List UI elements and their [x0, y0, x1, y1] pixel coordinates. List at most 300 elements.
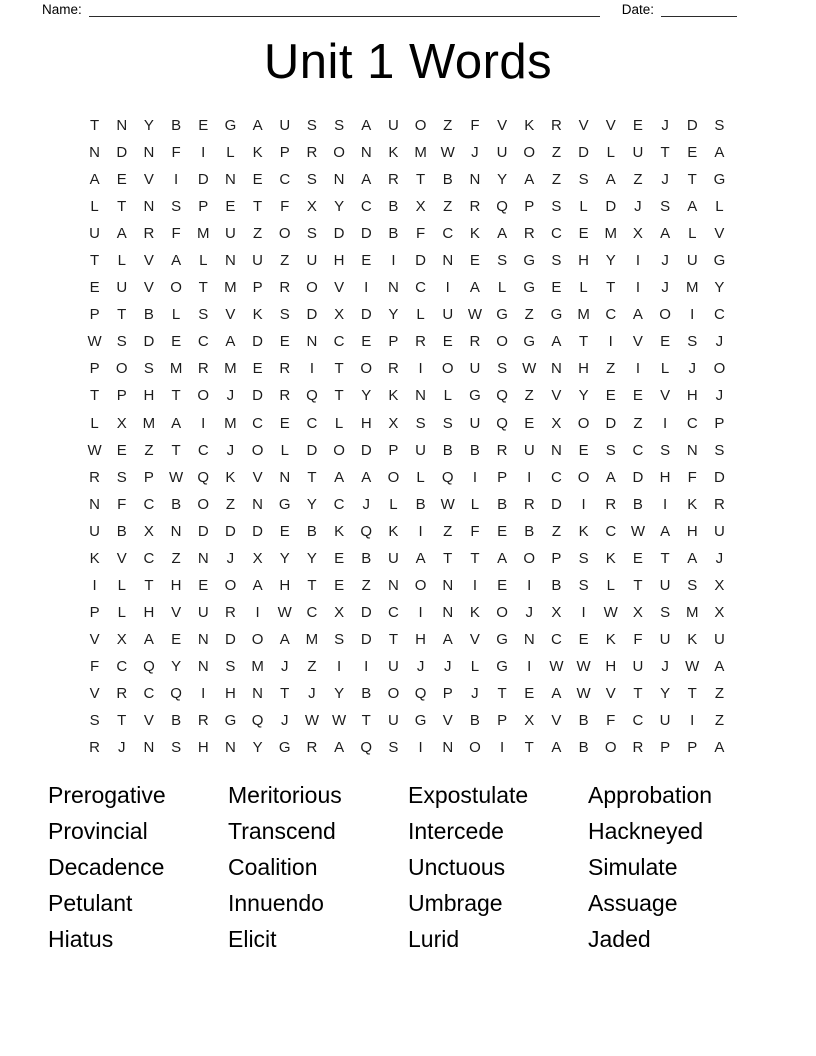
grid-letter: V	[442, 712, 453, 730]
grid-letter: D	[224, 522, 236, 540]
grid-letter: X	[714, 603, 725, 621]
grid-letter: J	[661, 279, 669, 297]
grid-letter: O	[414, 576, 427, 594]
grid-letter: W	[603, 603, 618, 621]
grid-letter: V	[225, 306, 236, 324]
grid-letter: T	[307, 576, 317, 594]
grid-letter: A	[497, 225, 508, 243]
grid-letter: I	[608, 333, 613, 351]
grid-letter: G	[224, 712, 237, 730]
grid-letter: O	[523, 549, 536, 567]
grid-letter: E	[578, 441, 589, 459]
grid-letter: E	[469, 252, 480, 270]
grid-letter: D	[360, 603, 372, 621]
grid-letter: E	[361, 252, 372, 270]
grid-letter: M	[577, 306, 590, 324]
grid-letter: S	[578, 576, 589, 594]
grid-letter: C	[333, 333, 345, 351]
grid-letter: M	[685, 279, 699, 297]
word-item: Hiatus	[48, 925, 114, 952]
grid-letter: O	[713, 360, 726, 378]
grid-letter: X	[388, 414, 399, 432]
grid-letter: Q	[170, 685, 182, 702]
grid-letter: W	[277, 603, 292, 621]
grid-letter: Y	[578, 387, 589, 405]
grid-letter: E	[225, 198, 236, 216]
grid-letter: U	[469, 360, 481, 378]
word-item: Hackneyed	[588, 818, 704, 845]
word-item: Provincial	[48, 818, 148, 845]
grid-letter: S	[171, 198, 182, 216]
grid-letter: W	[576, 685, 591, 702]
grid-letter: A	[551, 685, 562, 702]
grid-letter: S	[660, 198, 671, 216]
grid-letter: I	[201, 144, 206, 162]
grid-letter: E	[632, 117, 643, 135]
grid-letter: E	[632, 387, 643, 405]
grid-letter: C	[252, 414, 263, 432]
grid-letter: O	[306, 279, 318, 297]
grid-letter: T	[443, 549, 453, 567]
grid-letter: L	[117, 576, 126, 594]
grid-letter: E	[687, 144, 698, 162]
grid-letter: N	[387, 279, 399, 297]
grid-letter: C	[550, 225, 562, 243]
grid-letter: E	[578, 630, 589, 648]
grid-letter: Z	[361, 576, 371, 594]
grid-letter: H	[686, 387, 698, 405]
grid-letter: J	[443, 657, 452, 675]
grid-letter: U	[116, 279, 128, 297]
grid-letter: Z	[551, 144, 561, 162]
grid-letter: A	[497, 549, 508, 567]
grid-letter: C	[550, 630, 562, 648]
grid-letter: J	[280, 712, 289, 730]
grid-letter: C	[442, 225, 454, 243]
grid-letter: A	[660, 225, 671, 243]
grid-letter: V	[578, 117, 589, 135]
grid-letter: S	[116, 468, 127, 486]
grid-letter: R	[523, 225, 535, 243]
word-item: Elicit	[228, 925, 277, 952]
grid-letter: G	[550, 306, 563, 324]
grid-letter: H	[605, 657, 617, 675]
grid-letter: T	[633, 685, 643, 702]
grid-letter: H	[360, 414, 372, 432]
grid-letter: T	[144, 576, 154, 594]
grid-letter: G	[523, 333, 536, 351]
grid-letter: F	[687, 468, 697, 486]
grid-letter: S	[306, 117, 317, 135]
grid-letter: U	[713, 630, 725, 648]
grid-letter: Y	[334, 198, 345, 216]
grid-letter: U	[686, 252, 698, 270]
grid-letter: D	[360, 441, 372, 459]
grid-letter: O	[251, 441, 264, 459]
grid-letter: E	[660, 333, 671, 351]
grid-letter: V	[551, 712, 562, 730]
grid-letter: J	[661, 171, 669, 189]
grid-letter: P	[198, 198, 209, 216]
grid-letter: M	[224, 360, 237, 378]
grid-letter: T	[606, 279, 616, 297]
grid-letter: N	[387, 576, 399, 594]
grid-letter: B	[306, 522, 317, 540]
grid-letter: L	[117, 603, 126, 621]
grid-letter: D	[686, 117, 698, 135]
word-list-column	[408, 778, 588, 957]
grid-letter: S	[198, 306, 209, 324]
word-item: Intercede	[408, 818, 504, 845]
grid-letter: A	[714, 739, 725, 757]
grid-letter: G	[496, 306, 508, 324]
grid-letter: E	[198, 117, 209, 135]
grid-letter: E	[279, 333, 290, 351]
grid-letter: S	[334, 630, 345, 648]
grid-letter: T	[524, 739, 534, 757]
grid-letter: T	[280, 685, 290, 702]
grid-letter: I	[635, 360, 640, 378]
grid-letter: N	[116, 117, 128, 135]
grid-letter: S	[415, 414, 426, 432]
grid-letter: F	[171, 144, 181, 162]
grid-letter: B	[171, 117, 182, 135]
grid-letter: G	[278, 739, 291, 757]
grid-letter: W	[331, 712, 347, 730]
grid-letter: Q	[441, 468, 454, 486]
grid-letter: I	[662, 495, 668, 513]
grid-letter: X	[551, 603, 562, 621]
grid-letter: W	[87, 441, 102, 459]
grid-letter: M	[604, 225, 617, 243]
grid-letter: L	[579, 279, 588, 297]
grid-letter: Q	[496, 414, 508, 432]
grid-letter: P	[89, 360, 100, 378]
grid-letter: A	[361, 117, 372, 135]
grid-letter: A	[714, 144, 725, 162]
grid-letter: J	[715, 387, 724, 405]
word-item: Innuendo	[228, 889, 324, 916]
grid-letter: N	[143, 739, 155, 757]
grid-letter: L	[416, 306, 425, 324]
grid-letter: I	[690, 712, 695, 730]
grid-letter: W	[630, 522, 645, 540]
grid-letter: J	[471, 144, 479, 162]
grid-letter: S	[497, 360, 508, 378]
word-item: Unctuous	[408, 853, 506, 880]
grid-letter: X	[116, 630, 127, 648]
grid-letter: I	[472, 468, 477, 486]
grid-letter: E	[171, 333, 182, 351]
grid-letter: I	[690, 306, 695, 324]
grid-letter: B	[469, 441, 480, 459]
grid-letter: A	[171, 414, 182, 432]
grid-letter: Q	[197, 468, 210, 486]
grid-letter: R	[387, 360, 399, 378]
grid-letter: E	[198, 576, 209, 594]
grid-letter: I	[581, 495, 586, 513]
grid-letter: N	[550, 441, 562, 459]
grid-letter: X	[252, 549, 263, 567]
grid-letter: W	[522, 360, 537, 378]
grid-letter: M	[224, 414, 237, 432]
grid-letter: L	[389, 495, 398, 513]
grid-letter: W	[168, 468, 184, 486]
grid-letter: G	[713, 171, 726, 189]
grid-letter: D	[713, 468, 725, 486]
grid-letter: A	[116, 225, 127, 243]
grid-letter: X	[143, 522, 154, 540]
grid-letter: H	[143, 387, 155, 405]
grid-letter: H	[224, 685, 236, 702]
grid-letter: S	[497, 252, 508, 270]
grid-letter: Z	[633, 414, 643, 432]
grid-letter: N	[252, 495, 263, 513]
grid-letter: A	[252, 117, 263, 135]
grid-letter: D	[632, 468, 644, 486]
grid-letter: U	[387, 117, 399, 135]
grid-letter: Z	[633, 171, 643, 189]
grid-letter: I	[581, 603, 586, 621]
grid-letter: C	[605, 306, 617, 324]
grid-letter: V	[334, 279, 345, 297]
grid-letter: P	[89, 306, 100, 324]
grid-letter: S	[660, 603, 671, 621]
grid-letter: K	[605, 549, 616, 567]
grid-letter: B	[415, 495, 426, 513]
grid-letter: T	[334, 387, 344, 405]
grid-letter: T	[252, 198, 263, 216]
grid-letter: U	[659, 712, 671, 730]
grid-letter: S	[660, 441, 671, 459]
grid-letter: O	[333, 441, 345, 459]
grid-letter: B	[497, 495, 508, 513]
grid-letter: U	[523, 441, 535, 459]
grid-letter: N	[224, 739, 236, 757]
grid-letter: U	[659, 576, 671, 594]
grid-letter: W	[440, 144, 455, 162]
page-title: Unit 1 Words	[263, 35, 553, 89]
grid-letter: N	[197, 630, 209, 648]
grid-letter: T	[89, 117, 100, 135]
grid-letter: F	[171, 225, 181, 243]
grid-letter: R	[387, 171, 399, 189]
grid-letter: W	[467, 306, 482, 324]
grid-letter: J	[117, 739, 126, 757]
grid-letter: L	[90, 198, 99, 216]
grid-letter: R	[279, 360, 291, 378]
grid-letter: N	[415, 387, 426, 405]
grid-letter: J	[362, 495, 370, 513]
grid-letter: P	[687, 739, 698, 757]
grid-letter: O	[170, 279, 182, 297]
grid-letter: G	[224, 117, 237, 135]
grid-letter: U	[469, 414, 481, 432]
grid-letter: N	[442, 603, 454, 621]
word-item: Petulant	[48, 889, 133, 916]
grid-letter: J	[471, 685, 479, 702]
grid-letter: D	[143, 333, 155, 351]
grid-letter: P	[660, 739, 671, 757]
grid-letter: E	[279, 414, 290, 432]
grid-letter: I	[391, 252, 396, 270]
grid-letter: H	[279, 576, 291, 594]
grid-letter: I	[418, 522, 423, 540]
grid-letter: G	[523, 279, 536, 297]
grid-letter: N	[224, 171, 236, 189]
grid-letter: E	[116, 171, 127, 189]
grid-letter: V	[171, 603, 182, 621]
grid-letter: Y	[306, 549, 317, 567]
grid-letter: I	[255, 603, 260, 621]
grid-letter: B	[578, 712, 589, 730]
grid-letter: F	[89, 657, 100, 675]
grid-letter: V	[252, 468, 263, 486]
grid-letter: L	[660, 360, 670, 378]
grid-letter: S	[143, 360, 154, 378]
grid-letter: I	[173, 171, 179, 189]
grid-letter: X	[334, 306, 345, 324]
grid-letter: N	[306, 333, 318, 351]
grid-letter: K	[605, 630, 616, 648]
grid-letter: W	[440, 495, 455, 513]
grid-letter: T	[307, 468, 317, 486]
grid-letter: K	[388, 387, 399, 405]
grid-letter: M	[196, 225, 210, 243]
grid-letter: N	[442, 252, 454, 270]
grid-letter: C	[143, 685, 155, 702]
grid-letter: T	[415, 171, 426, 189]
grid-letter: Y	[497, 171, 508, 189]
grid-letter: B	[578, 739, 589, 757]
grid-letter: S	[714, 441, 725, 459]
grid-letter: N	[360, 144, 372, 162]
grid-letter: P	[143, 468, 154, 486]
grid-letter: O	[414, 117, 427, 135]
grid-letter: E	[497, 522, 508, 540]
grid-letter: U	[632, 657, 644, 675]
grid-letter: E	[116, 441, 127, 459]
grid-letter: M	[169, 360, 183, 378]
word-item: Assuage	[588, 889, 678, 916]
grid-letter: G	[713, 252, 726, 270]
grid-letter: E	[605, 387, 616, 405]
grid-letter: T	[117, 306, 127, 324]
grid-letter: D	[605, 414, 617, 432]
grid-letter: J	[308, 685, 316, 702]
grid-letter: G	[469, 387, 481, 405]
grid-letter: T	[687, 171, 697, 189]
grid-letter: X	[116, 414, 127, 432]
grid-letter: E	[171, 630, 182, 648]
grid-letter: C	[550, 468, 562, 486]
grid-letter: U	[496, 144, 508, 162]
grid-letter: I	[662, 414, 668, 432]
grid-letter: J	[280, 657, 289, 675]
grid-letter: V	[89, 630, 100, 648]
grid-letter: Q	[360, 739, 373, 757]
grid-letter: D	[605, 198, 617, 216]
grid-letter: F	[470, 522, 480, 540]
word-item: Prerogative	[48, 782, 166, 809]
grid-letter: X	[632, 603, 643, 621]
grid-letter: L	[280, 441, 289, 459]
grid-letter: W	[685, 657, 700, 675]
grid-letter: H	[333, 252, 345, 270]
grid-letter: A	[225, 333, 236, 351]
word-item: Approbation	[588, 782, 713, 809]
grid-letter: J	[525, 603, 533, 621]
grid-letter: T	[171, 441, 181, 459]
grid-letter: S	[89, 712, 100, 730]
grid-letter: B	[143, 306, 154, 324]
grid-letter: U	[279, 117, 291, 135]
grid-letter: M	[305, 630, 319, 648]
grid-letter: V	[497, 117, 508, 135]
grid-letter: Y	[361, 387, 372, 405]
grid-letter: K	[225, 468, 236, 486]
grid-letter: N	[89, 144, 100, 162]
grid-letter: N	[143, 144, 155, 162]
grid-letter: O	[441, 360, 454, 378]
grid-letter: Z	[144, 441, 154, 459]
grid-letter: N	[170, 522, 182, 540]
grid-letter: V	[605, 117, 616, 135]
grid-letter: H	[659, 468, 671, 486]
grid-letter: M	[685, 603, 699, 621]
grid-letter: I	[92, 576, 97, 594]
grid-letter: K	[469, 225, 480, 243]
grid-letter: O	[360, 360, 373, 378]
grid-letter: U	[713, 522, 725, 540]
grid-letter: J	[416, 657, 425, 675]
grid-letter: A	[469, 279, 480, 297]
grid-letter: K	[334, 522, 345, 540]
grid-letter: X	[632, 225, 643, 243]
grid-letter: I	[527, 576, 532, 594]
grid-letter: U	[632, 144, 644, 162]
grid-letter: R	[197, 712, 209, 730]
grid-letter: B	[388, 198, 399, 216]
grid-letter: T	[388, 630, 398, 648]
grid-letter: V	[143, 279, 154, 297]
grid-letter: L	[606, 144, 615, 162]
grid-letter: X	[714, 576, 725, 594]
grid-letter: J	[226, 441, 235, 459]
grid-letter: S	[388, 739, 399, 757]
grid-letter: G	[523, 252, 536, 270]
grid-letter: C	[415, 279, 426, 297]
grid-letter: U	[387, 712, 399, 730]
grid-letter: A	[442, 630, 453, 648]
grid-letter: Y	[334, 685, 345, 702]
grid-letter: I	[418, 360, 423, 378]
grid-letter: N	[224, 252, 236, 270]
grid-letter: Q	[496, 198, 508, 216]
grid-letter: F	[633, 630, 643, 648]
grid-letter: C	[116, 657, 128, 675]
grid-letter: S	[334, 117, 345, 135]
grid-letter: Q	[143, 657, 155, 675]
grid-letter: R	[469, 198, 481, 216]
grid-letter: D	[333, 225, 345, 243]
grid-letter: I	[364, 279, 369, 297]
grid-letter: L	[90, 414, 99, 432]
grid-letter: U	[387, 549, 399, 567]
grid-letter: F	[280, 198, 290, 216]
grid-letter: A	[89, 171, 100, 189]
grid-letter: C	[605, 522, 617, 540]
